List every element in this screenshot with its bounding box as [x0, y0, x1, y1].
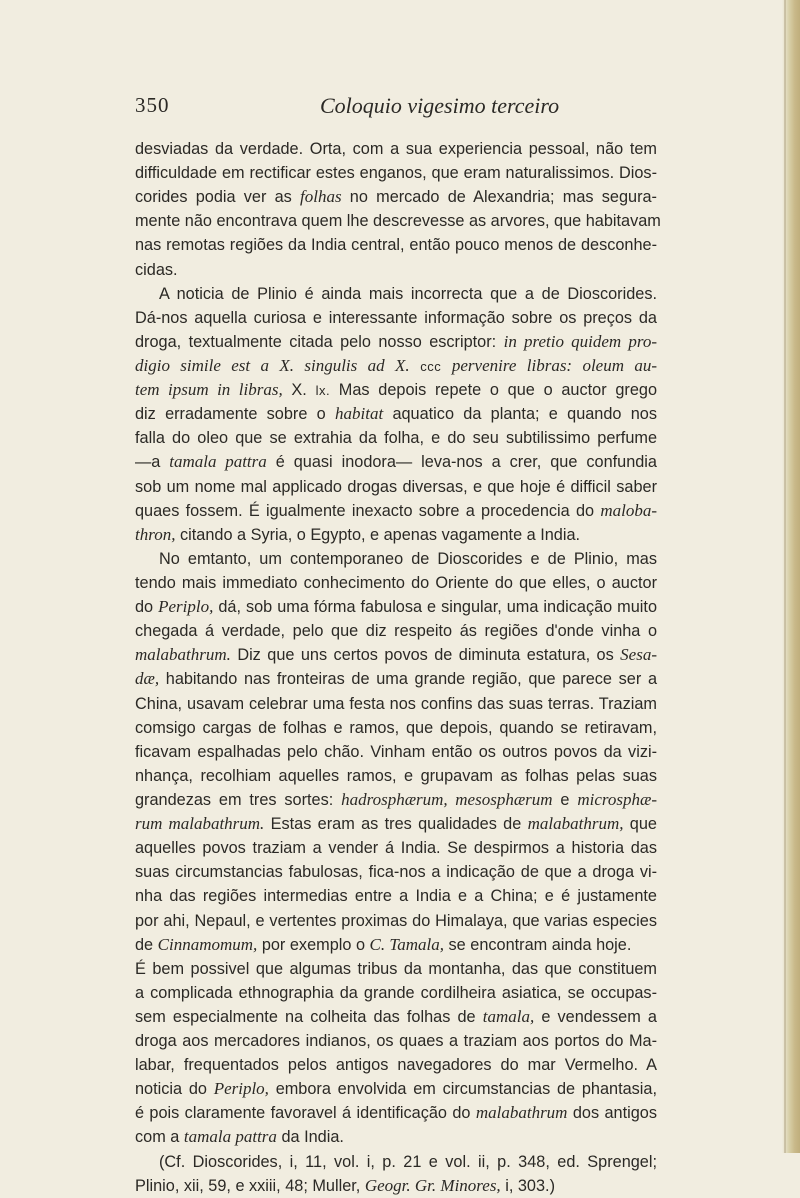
italic-text: tamala pattra: [183, 1127, 277, 1147]
text-line: [135, 716, 657, 740]
text-line: [135, 933, 657, 957]
text-run: habitando nas fronteiras de uma grande região, que parece ser a: [159, 670, 657, 689]
text-run: por exemplo o: [257, 935, 370, 954]
text-run: difficuldade em rectificar estes enganos, que eram naturalissimos. Dios-: [135, 164, 657, 183]
italic-text: malabathrum,: [527, 814, 624, 834]
text-run: Plinio, xii, 59, e xxiii, 48; Muller,: [135, 1176, 365, 1195]
text-run: noticia do: [135, 1080, 214, 1099]
page-edge-shadow: [782, 0, 800, 1153]
text-line: [135, 1125, 657, 1149]
text-line: [135, 595, 657, 619]
text-run: dos antigos: [567, 1104, 657, 1123]
text-run: suas circumstancias fabulosas, fica-nos a indicação de que a droga vi-: [135, 863, 657, 882]
text-run: ficavam espalhadas pelo chão. Vinham então os outros povos da vizi-: [135, 742, 657, 761]
text-run: labar, frequentados pelos antigos navegadores do mar Vermelho. A: [135, 1056, 657, 1075]
text-run: e: [552, 790, 578, 809]
text-line: [135, 764, 657, 788]
italic-text: in pretio quidem pro-: [503, 331, 657, 351]
text-line: [135, 499, 657, 523]
text-line: [135, 788, 657, 812]
italic-text: malabathrum: [475, 1103, 568, 1123]
text-run: droga, textualmente citada pelo nosso escriptor:: [135, 332, 504, 351]
text-line: [135, 1077, 657, 1101]
text-run: diz erradamente sobre o: [135, 405, 335, 424]
italic-text: pervenire libras: oleum au-: [451, 355, 658, 375]
text-run: a complicada ethnographia da grande cordilheira asiatica, se occupas-: [135, 983, 657, 1002]
text-run: de: [135, 935, 158, 954]
text-line: [135, 475, 657, 499]
text-run: tendo mais immediato conhecimento do Oriente do que elles, o auctor: [135, 573, 657, 592]
text-run: sob um nome mal applicado drogas diversas, e que hoje é difficil saber: [135, 477, 657, 496]
text-run: chegada á verdade, pelo que diz respeito ás regiões d'onde vinha o: [135, 622, 657, 641]
italic-text: rum malabathrum.: [135, 814, 265, 834]
text-run: se encontram ainda hoje.: [444, 935, 632, 954]
page-number: 350: [135, 93, 170, 117]
text-line: [135, 836, 657, 860]
italic-text: Cinnamomum,: [157, 934, 258, 954]
text-run: aquelles povos traziam a vender á India. Se despirmos a historia das: [135, 839, 657, 858]
text-run: dá, sob uma fórma fabulosa e singular, uma indicação muito: [213, 598, 657, 617]
text-run: com a: [135, 1128, 184, 1147]
text-line: [135, 282, 657, 306]
reference-line: [135, 1150, 657, 1174]
text-line: [135, 258, 657, 282]
text-line: [135, 571, 657, 595]
text-line: [135, 1174, 657, 1198]
text-run: X.: [282, 381, 316, 400]
text-run: no mercado de Alexandria; mas segura-: [341, 188, 657, 207]
text-run: [441, 357, 452, 375]
italic-text: Periplo,: [213, 1079, 269, 1099]
text-run: cidas.: [135, 260, 178, 279]
text-run: que: [623, 815, 657, 834]
italic-text: maloba-: [600, 500, 657, 520]
italic-text: tamala,: [482, 1006, 535, 1026]
text-line: [135, 354, 657, 378]
italic-text: tamala pattra: [169, 452, 267, 472]
text-run: —a: [135, 453, 170, 472]
text-run: é pois claramente favoravel á identificação do: [135, 1104, 476, 1123]
text-run: é quasi inodora— leva-nos a crer, que confundia: [266, 453, 657, 472]
italic-text: habitat: [335, 404, 384, 424]
text-line: [135, 137, 657, 161]
italic-text: folhas: [300, 187, 342, 207]
text-line: [135, 306, 657, 330]
italic-text: Geogr. Gr. Minores,: [364, 1175, 501, 1195]
text-run: sem especialmente na colheita das folhas de: [135, 1007, 483, 1026]
italic-text: microsphæ-: [577, 789, 657, 809]
text-line: [135, 402, 657, 426]
text-run: China, usavam celebrar uma festa nos confins das suas terras. Traziam: [135, 694, 657, 713]
text-run: i, 303.): [500, 1176, 555, 1195]
text-line: [135, 1005, 657, 1029]
text-line: [135, 161, 657, 185]
text-line: [135, 330, 657, 354]
text-line: [135, 185, 657, 209]
text-run: desviadas da verdade. Orta, com a sua experiencia pessoal, não tem: [135, 140, 657, 158]
text-line: [135, 450, 657, 474]
text-line: [135, 209, 661, 233]
italic-text: C. Tamala,: [369, 934, 445, 954]
page-header: [135, 93, 655, 123]
text-line: [135, 523, 657, 547]
text-run: No emtanto, um contemporaneo de Dioscorides e de Plinio, mas: [159, 549, 657, 568]
text-run: quaes fossem. É igualmente inexacto sobre a procedencia do: [135, 501, 601, 520]
text-line: [135, 426, 657, 450]
text-run: [410, 357, 421, 375]
text-run: comsigo cargas de folhas e ramos, que depois, quando se retiravam,: [135, 718, 657, 737]
italic-text: Sesa-: [620, 645, 657, 665]
text-line: [135, 667, 657, 691]
body-text: [135, 137, 661, 1198]
text-run: nha das regiões intermedias entre a India e a China; e é justamente: [135, 887, 657, 906]
italic-text: Periplo,: [158, 597, 214, 617]
italic-text: digio simile est a X. singulis ad X.: [135, 355, 410, 375]
text-run: embora envolvida em circumstancias de phantasia,: [268, 1080, 657, 1099]
text-run: A noticia de Plinio é ainda mais incorrecta que a de Dioscorides.: [159, 284, 657, 303]
text-line: [135, 692, 657, 716]
italic-text: tem ipsum in libras,: [135, 380, 283, 400]
text-line: [135, 909, 657, 933]
text-run: nhança, recolhiam aquelles ramos, e grupavam as folhas pelas suas: [135, 766, 657, 785]
text-run: da India.: [276, 1128, 344, 1147]
text-run: grandezas em tres sortes:: [135, 790, 342, 809]
text-run: aquatico da planta; e quando nos: [383, 405, 657, 424]
text-run: citando a Syria, o Egypto, e apenas vagamente a India.: [175, 525, 581, 544]
text-line: [135, 1053, 657, 1077]
text-line: [135, 884, 657, 908]
text-line: [135, 860, 657, 884]
running-title: Coloquio vigesimo terceiro: [320, 93, 560, 118]
text-run: e vendessem a: [534, 1007, 657, 1026]
text-run: É bem possivel que algumas tribus da montanha, das que constituem: [135, 959, 657, 978]
text-run: Dá-nos aquella curiosa e interessante informação sobre os preços da: [135, 308, 657, 327]
text-line: [135, 740, 657, 764]
text-run: droga aos mercadores indianos, os quaes a traziam aos portos do Ma-: [135, 1032, 657, 1051]
italic-text: thron,: [135, 524, 176, 544]
text-run: mente não encontrava quem lhe descrevesse as arvores, que habitavam: [135, 212, 661, 231]
text-run: Diz que uns certos povos de diminuta estatura, os: [230, 646, 621, 665]
text-line: [135, 1029, 657, 1053]
text-run: Mas depois repete o que o auctor grego: [330, 381, 657, 400]
text-line: [135, 957, 657, 981]
text-run: por ahi, Nepaul, e vertentes proximas do Himalaya, que varias especies: [135, 911, 657, 930]
text-line: [135, 1101, 657, 1125]
italic-text: malabathrum.: [135, 645, 231, 665]
text-line: [135, 812, 657, 836]
text-line: [135, 233, 657, 257]
text-run: Estas eram as tres qualidades de: [264, 815, 528, 834]
text-run: (Cf. Dioscorides, i, 11, vol. i, p. 21 e vol. ii, p. 348, ed. Sprengel;: [159, 1152, 657, 1171]
text-line: [135, 547, 657, 571]
italic-text: hadrosphærum, mesosphærum: [341, 789, 553, 809]
text-run: nas remotas regiões da India central, então pouco menos de desconhe-: [135, 236, 657, 255]
italic-text: dæ,: [135, 669, 160, 689]
text-run: do: [135, 598, 159, 617]
smallcaps-text: lx.: [315, 383, 331, 399]
text-run: corides podia ver as: [135, 188, 301, 207]
text-line: [135, 643, 657, 667]
text-line: [135, 378, 657, 402]
text-line: [135, 619, 657, 643]
smallcaps-text: ccc: [420, 358, 442, 374]
text-run: falla do oleo que se extrahia da folha, e do seu subtilissimo perfume: [135, 429, 657, 448]
text-line: [135, 981, 657, 1005]
